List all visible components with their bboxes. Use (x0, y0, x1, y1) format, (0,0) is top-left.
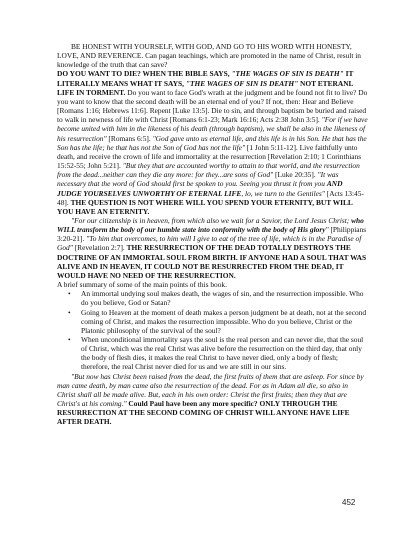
page-number: 452 (342, 498, 356, 507)
text-segment: "But now has Christ been raised from the dead, the first fruits of them that are asleep. For since by man came death, by man came also the resurrection of the dead. For as in Adam all die, so also in Christ shall all be made alive. But, each in his own order: Christ the first fruits; then they that are Christ's at his coming." (57, 371, 364, 409)
text-segment: "To him that overcomes, to him will I give to eat of the tree of life, which is in the Paradise of God" (57, 234, 362, 253)
text-segment: " (325, 225, 329, 235)
closing-paragraph-container (57, 372, 368, 427)
text-segment: AND JUDGE YOURSELVES UNWORTHY OF ETERNAL LIFE (57, 179, 343, 198)
text-segment: "But they that are accounted worthy to attain to that world, and the resurrection from the dead...neither can they die any more: for they...are sons of God" (57, 161, 360, 180)
page-body (57, 42, 368, 427)
text-segment: [Luke 20:35]. (273, 170, 318, 180)
text-segment: "For our citizenship is in heaven, from which also we wait for a Savior, the Lord Jesus Christ; (71, 215, 352, 225)
paragraph-2 (57, 69, 368, 216)
text-segment: IT LITERALLY MEANS WHAT IT SAYS, (57, 69, 354, 88)
text-segment: who WILL transform the body of our humble state into conformity with the body of His glory (57, 215, 364, 235)
summary-bullet-item: • An immortal undying soul makes death, the wages of sin, and the resurrection impossible. Who do you believe, God or Satan? (81, 289, 368, 307)
text-segment: A brief summary of some of the main points of this book. (57, 280, 227, 290)
text-segment: "THE WAGES OF SIN IS DEATH" (231, 69, 344, 79)
paragraph-4 (57, 280, 368, 289)
text-segment: THE QUESTION IS NOT WHERE WILL YOU SPEND YOUR ETERNITY, BUT WILL YOU HAVE AN ETERNITY. (57, 197, 353, 216)
paragraph-3 (57, 216, 368, 280)
text-segment: DO YOU WANT TO DIE? WHEN THE BIBLE SAYS, (57, 69, 232, 79)
text-segment: THE RESURRECTION OF THE DEAD TOTALLY DESTROYS THE DOCTRINE OF AN IMMORTAL SOUL FROM BIRTH. IF ANYONE HAD A SOUL THAT WAS ALIVE AND IN HEAVEN, IT COULD NOT BE RESURRECTED FROM THE DEAD, IT WOULD HAVE NO NEED OF THE RESURRECTION. (57, 243, 367, 280)
summary-bullet-item: • When unconditional immortality says the soul is the real person and can never die, that the soul of Christ, which was the real Christ was alive before the resurrection on the third day, that only the body of flesh dies, it makes the real Christ to have never died, only a body of flesh; therefore, the real Christ never died for us and we are still in our sins. (81, 335, 368, 372)
text-segment: [Romans 6:5]. (106, 133, 153, 143)
text-segment: [Revelation 2:7]. (72, 243, 127, 253)
text-segment: BE HONEST WITH YOURSELF, WITH GOD, AND GO TO HIS WORD WITH HONESTY, LOVE, AND REVERENCE. Can pagan teachings, which are promoted in the name of Christ, result in knowledge of the truth that can save? (57, 42, 361, 70)
body-paragraphs (57, 42, 368, 289)
paragraph-1 (57, 42, 368, 69)
text-segment: "For if we have become united with him in the likeness of his death (through baptism), we shall be also in the likeness of his resurrection" (57, 115, 368, 143)
text-segment: NOT ETERANL LIFE IN TORMENT. (57, 78, 354, 97)
text-segment: "THE WAGES OF SIN IS DEATH" (185, 78, 299, 88)
summary-bullet-item: • Going to Heaven at the moment of death makes a person judgment be at death, not at the second coming of Christ, and makes the resurrection impossible. Who do you believe, Christ or the Platonic philosophy of the survival of the soul? (81, 308, 368, 335)
text-segment: [Acts 13:45-48]. (57, 188, 364, 207)
text-segment: Could Paul have been any more specific? ONLY THROUGH THE RESURRECTION AT THE SECOND COMING OF CHRIST WILL ANYONE HAVE LIFE AFTER DEATH. (57, 399, 350, 427)
text-segment: , lo, we turn to the Gentiles" (241, 188, 325, 198)
summary-bullet-list (57, 289, 368, 371)
text-segment: Do you want to face God's wrath at the judgment and be found not fit to live? Do you want to know that the second death will be an eternal end of you? If not, then: Hear and Believe [Romans 1:16; Hebrews 11:6]. Repent [Luke 13:5]. Die to sin, and through baptism be buried and raised to walk in newness of life with Christ [Romans 6:1-23; Mark 16:16; Acts 2:38 John 3:5]. (57, 87, 368, 125)
text-segment: [Philippians 3:20-21]. (57, 225, 367, 244)
text-segment: [1 John 5:11-12]. Live faithfully unto death, and receive the crown of life and immortality at the resurrection [Revelation 2:10; 1 Corinthians 15:52-55; John 5:21]. (57, 142, 362, 171)
text-segment: "God gave unto us eternal life, and this life is in his Son. He that has the Son has the life; he that has not the Son of God has not the life" (57, 133, 367, 152)
text-segment: "It was necessary that the word of God should first be spoken to you. Seeing you thrust it from you (57, 170, 339, 189)
closing-paragraph (57, 372, 368, 427)
